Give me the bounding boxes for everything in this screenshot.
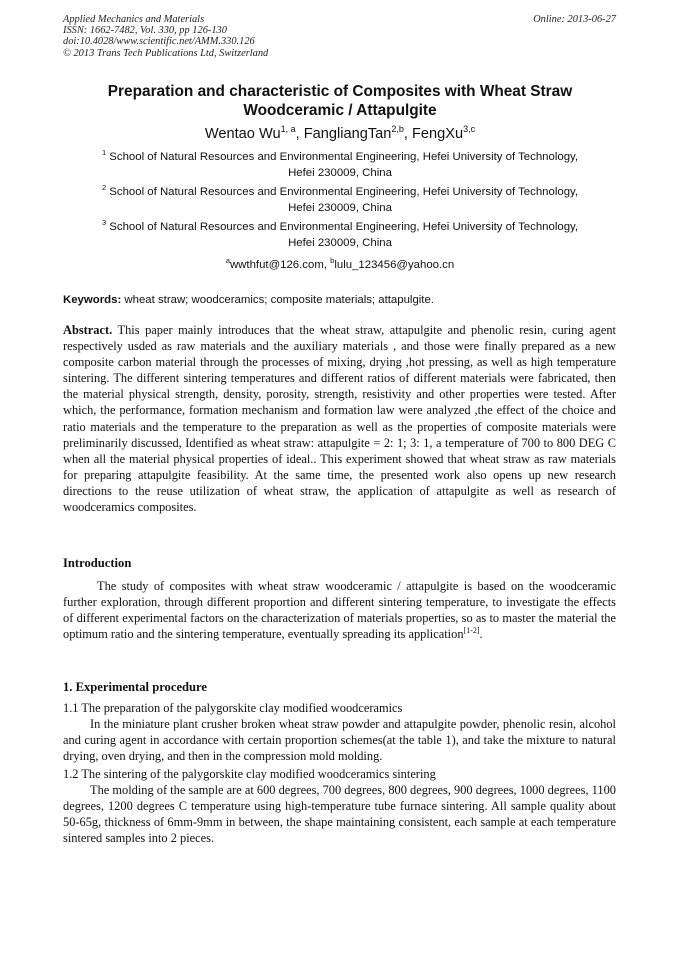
keywords-label: Keywords: xyxy=(63,294,122,306)
citation: [1-2] xyxy=(463,626,480,636)
affiliation-line: Hefei 230009, China xyxy=(288,167,392,179)
email-a: wwthfut@126.com, xyxy=(229,259,331,271)
introduction-heading: Introduction xyxy=(63,556,132,570)
affiliation-1 xyxy=(70,149,610,181)
introduction-paragraph xyxy=(63,578,616,642)
affiliation-line: Hefei 230009, China xyxy=(288,202,392,214)
keywords xyxy=(63,292,616,308)
affiliation-line: School of Natural Resources and Environmental Engineering, Hefei University of Technology, xyxy=(109,186,579,198)
journal-copyright: © 2013 Trans Tech Publications Ltd, Switzerland xyxy=(63,47,269,59)
journal-issn: ISSN: 1662-7482, Vol. 330, pp 126-130 xyxy=(63,25,227,37)
subsection-1-2-paragraph: The molding of the sample are at 600 degrees, 700 degrees, 800 degrees, 900 degrees, 1000 degrees, 1100 degrees, 1200 degrees C temperature using high-temperature tube furnace sintering. All sample quality about 50-65g, thickness of 6mm-9mm in between, the shape maintaining consistent, each sample at each temperature sintered samples into 2 pieces. xyxy=(63,783,616,846)
journal-header xyxy=(63,14,616,59)
author-1: Wentao Wu xyxy=(204,126,281,142)
online-date: Online: 2013-06-27 xyxy=(533,14,616,25)
affiliation-line: Hefei 230009, China xyxy=(288,237,392,249)
email-a-sup: a xyxy=(225,256,230,266)
affiliation-3 xyxy=(70,219,610,251)
author-1-sup: 1, a xyxy=(280,124,296,135)
journal-name: Applied Mechanics and Materials xyxy=(63,14,205,25)
abstract xyxy=(63,322,616,515)
paper-title xyxy=(70,82,610,120)
subsection-1-1-paragraph: In the miniature plant crusher broken wheat straw powder and attapulgite powder, phenolic resin, alcohol and curing agent in accordance with certain proportion schemes(at the table 1), and take the mixture to natural drying, oven drying, and then in the compression mold molding. xyxy=(63,717,616,764)
introduction-end: . xyxy=(479,627,483,642)
author-list xyxy=(70,124,610,144)
experimental-heading: 1. Experimental procedure xyxy=(63,680,207,694)
author-2-sup: 2,b xyxy=(391,124,404,135)
author-emails xyxy=(70,257,610,273)
keywords-text: wheat straw; woodceramics; composite materials; attapulgite. xyxy=(121,294,434,306)
affiliation-line: School of Natural Resources and Environmental Engineering, Hefei University of Technology, xyxy=(109,151,579,163)
subsection-1-1-heading: 1.1 The preparation of the palygorskite clay modified woodceramics xyxy=(63,701,403,715)
subsection-1-2-heading: 1.2 The sintering of the palygorskite clay modified woodceramics sintering xyxy=(63,767,436,781)
introduction-text: The study of composites with wheat straw woodceramic / attapulgite is based on the woodceramic further exploration, through different proportion and different sintering temperature, to investigate the effects of different experimental factors on the characterization of materials properties, so as to master the material the optimum ratio and the sintering temperature, eventually spreading its application xyxy=(63,579,616,642)
affiliation-number: 1 xyxy=(101,148,107,158)
email-b: lulu_123456@yahoo.cn xyxy=(334,259,455,271)
author-3-sup: 3,c xyxy=(463,124,476,135)
journal-doi: doi:10.4028/www.scientific.net/AMM.330.126 xyxy=(63,36,255,48)
title-line-1: Preparation and characteristic of Composites with Wheat Straw xyxy=(107,83,573,100)
abstract-label: Abstract. xyxy=(63,323,113,337)
author-3: FengXu xyxy=(411,126,464,142)
affiliation-number: 3 xyxy=(101,218,107,228)
affiliation-2 xyxy=(70,184,610,216)
abstract-text: This paper mainly introduces that the wheat straw, attapulgite and phenolic resin, curing agent respectively usded as raw materials and the auxiliary materials , and those were finally prepared as a new composite carbon material through the processes of mixing, drying ,hot pressing, as well as high temperature sintering. The different sintering temperatures and different ratios of different materials were fabricated, then the material physical strength, density, porosity, strength, resistivity and other properties were tested. After which, the performance, formation mechanism and formation law were analyzed ,the effect of the choice and ratio materials and the temperature to the preparation as well as the properties of composite materials were preliminarily discussed, Identified as wheat straw: attapulgite = 2: 1; 3: 1, a temperature of 700 to 800 DEG C when all the material physical properties of ideal.. This experiment showed that wheat straw as raw materials for preparing attapulgite feasibility. At the same time, the presented work also opens up new research directions to the reuse utilization of wheat straw, the application of attapulgite as well as research of woodceramics composites. xyxy=(63,323,616,515)
affiliation-number: 2 xyxy=(101,183,107,193)
affiliation-line: School of Natural Resources and Environmental Engineering, Hefei University of Technology, xyxy=(109,221,579,233)
title-line-2: Woodceramic / Attapulgite xyxy=(243,102,437,119)
author-separator: , xyxy=(295,126,304,142)
email-b-sup: b xyxy=(330,256,335,266)
author-2: FangliangTan xyxy=(303,126,392,142)
author-separator: , xyxy=(403,126,412,142)
